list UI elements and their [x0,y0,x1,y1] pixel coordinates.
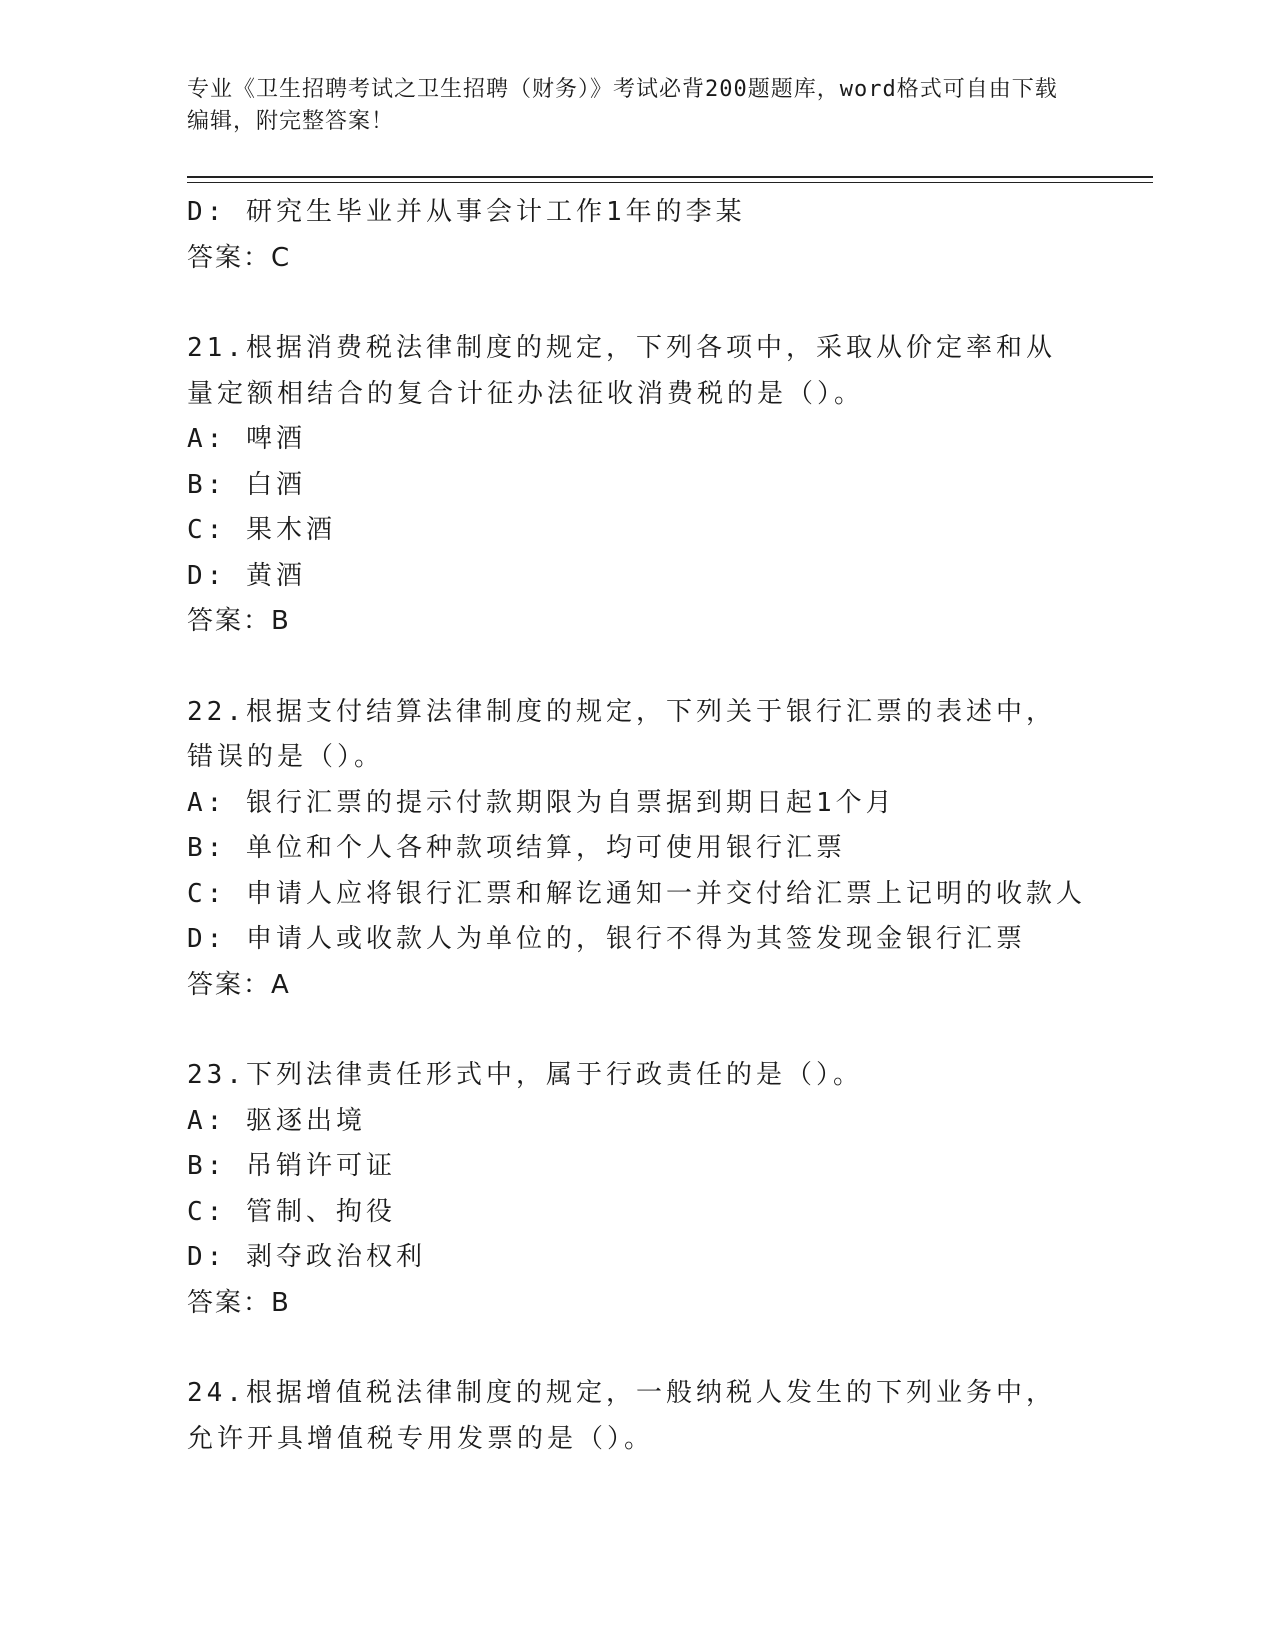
option-a: A: 啤酒 [187,424,306,454]
option-b: B: 单位和个人各种款项结算，均可使用银行汇票 [187,833,846,863]
option-c: C: 果木酒 [187,515,336,545]
question-text: 23.下列法律责任形式中，属于行政责任的是（）。 [187,1060,863,1090]
document-header: 专业《卫生招聘考试之卫生招聘（财务）》考试必背200题题库，word格式可自由下载编辑，附完整答案！ [187,77,1058,134]
option-c: C: 申请人应将银行汇票和解讫通知一并交付给汇票上记明的收款人 [187,878,1086,909]
option-a: A: 驱逐出境 [187,1105,366,1136]
option-b: B: 吊销许可证 [187,1151,396,1181]
spacer [187,1326,1067,1371]
spacer [187,281,1067,326]
option-d: D: 申请人或收款人为单位的，银行不得为其签发现金银行汇票 [187,924,1026,954]
answer-line: 答案：C [187,242,292,273]
option-a: A: 银行汇票的提示付款期限为自票据到期日起1个月 [187,787,896,818]
answer-line: 答案：B [187,1287,291,1318]
option-d: D: 剥夺政治权利 [187,1242,426,1272]
option-d: D: 黄酒 [187,560,306,591]
answer-line: 答案：A [187,969,291,1000]
option-c: C: 管制、拘役 [187,1196,396,1227]
question-text: 21.根据消费税法律制度的规定，下列各项中，采取从价定率和从量定额相结合的复合计征办法征收消费税的是（）。 [187,333,1056,409]
header-rule-thin [187,182,1153,183]
option-b: B: 白酒 [187,469,306,500]
option-d: D: 研究生毕业并从事会计工作1年的李某 [187,197,746,227]
spacer [187,645,1067,690]
header-rule-thick [187,176,1153,178]
question-text: 22.根据支付结算法律制度的规定，下列关于银行汇票的表述中，错误的是（）。 [187,696,1056,772]
answer-line: 答案：B [187,606,291,636]
question-text: 24.根据增值税法律制度的规定，一般纳税人发生的下列业务中，允许开具增值税专用发票的是（）。 [187,1378,1056,1454]
question-content [187,190,1086,1462]
spacer [187,1008,1067,1053]
